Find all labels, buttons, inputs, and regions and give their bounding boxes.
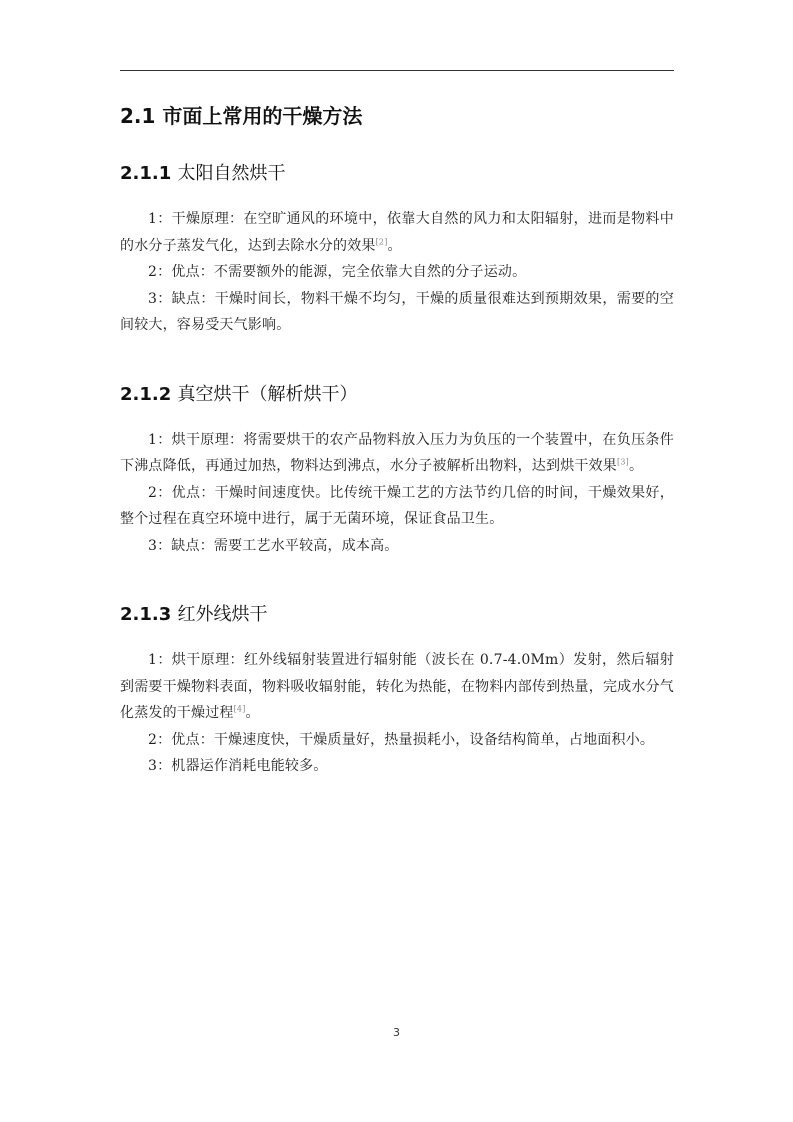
paragraph [120, 647, 674, 727]
paragraph [120, 533, 674, 560]
paragraph-tail: 。 [245, 705, 260, 721]
section-heading-number: 2.1 [120, 104, 156, 128]
paragraph-text: 1：烘干原理：将需要烘干的农产品物料放入压力为负压的一个装置中，在负压条件下沸点降低，再通过加热，物料达到沸点，水分子被解析出物料，达到烘干效果 [120, 431, 674, 474]
header-rule [120, 70, 674, 71]
subsection-solar-drying [120, 156, 674, 339]
citation-marker[interactable]: [4] [233, 704, 246, 714]
subsection-title: 太阳自然烘干 [177, 163, 286, 184]
subsection-title: 真空烘干（解析烘干） [177, 383, 358, 405]
subsection-number: 2.1.3 [120, 604, 172, 625]
citation-marker[interactable]: [3] [617, 457, 629, 467]
paragraph [120, 480, 674, 533]
page-number: 3 [393, 1026, 400, 1039]
paragraph-text: 1：干燥原理：在空旷通风的环境中，依靠大自然的风力和太阳辐射，进而是物料中的水分子蒸发气化，达到去除水分的效果 [120, 211, 674, 254]
subsection-number: 2.1.1 [120, 163, 172, 184]
subsection-heading [120, 377, 674, 413]
paragraph [120, 727, 674, 754]
subsection-title: 红外线烘干 [177, 604, 268, 625]
citation-marker[interactable]: [2] [375, 236, 388, 246]
subsection-number: 2.1.2 [120, 383, 172, 405]
paragraph-text: 2：优点：干燥速度快，干燥质量好，热量损耗小，设备结构简单，占地面积小。 [148, 731, 655, 748]
paragraph-text: 2：优点：干燥时间速度快。比传统干燥工艺的方法节约几倍的时间，干燥效果好，整个过程在真空环境中进行，属于无菌环境，保证食品卫生。 [120, 484, 674, 527]
paragraph-text: 3：缺点：需要工艺水平较高，成本高。 [148, 537, 399, 554]
subsection-heading [120, 597, 674, 633]
paragraph-text: 2：优点：不需要额外的能源，完全依靠大自然的分子运动。 [148, 264, 527, 280]
paragraph [120, 286, 674, 339]
section-heading-title: 市面上常用的干燥方法 [162, 104, 363, 128]
paragraph [120, 259, 674, 286]
page-content [120, 96, 674, 818]
subsection-heading [120, 156, 674, 192]
paragraph [120, 206, 674, 259]
section-heading [120, 96, 674, 136]
paragraph [120, 427, 674, 480]
subsection-infrared-drying [120, 597, 674, 780]
subsection-vacuum-drying [120, 377, 674, 560]
paragraph-text: 3：机器运作消耗电能较多。 [148, 758, 328, 774]
paragraph [120, 753, 674, 780]
paragraph-tail: 。 [387, 237, 402, 254]
paragraph-tail: 。 [628, 458, 644, 474]
paragraph-text: 3：缺点：干燥时间长，物料干燥不均匀，干燥的质量很难达到预期效果，需要的空间较大，容易受天气影响。 [120, 290, 674, 333]
paragraph-text: 1：烘干原理：红外线辐射装置进行辐射能（波长在 0.7-4.0Mm）发射，然后辐射到需要干燥物料表面，物料吸收辐射能，转化为热能，在物料内部传到热量，完成水分气化蒸发的干燥过程 [120, 652, 674, 721]
